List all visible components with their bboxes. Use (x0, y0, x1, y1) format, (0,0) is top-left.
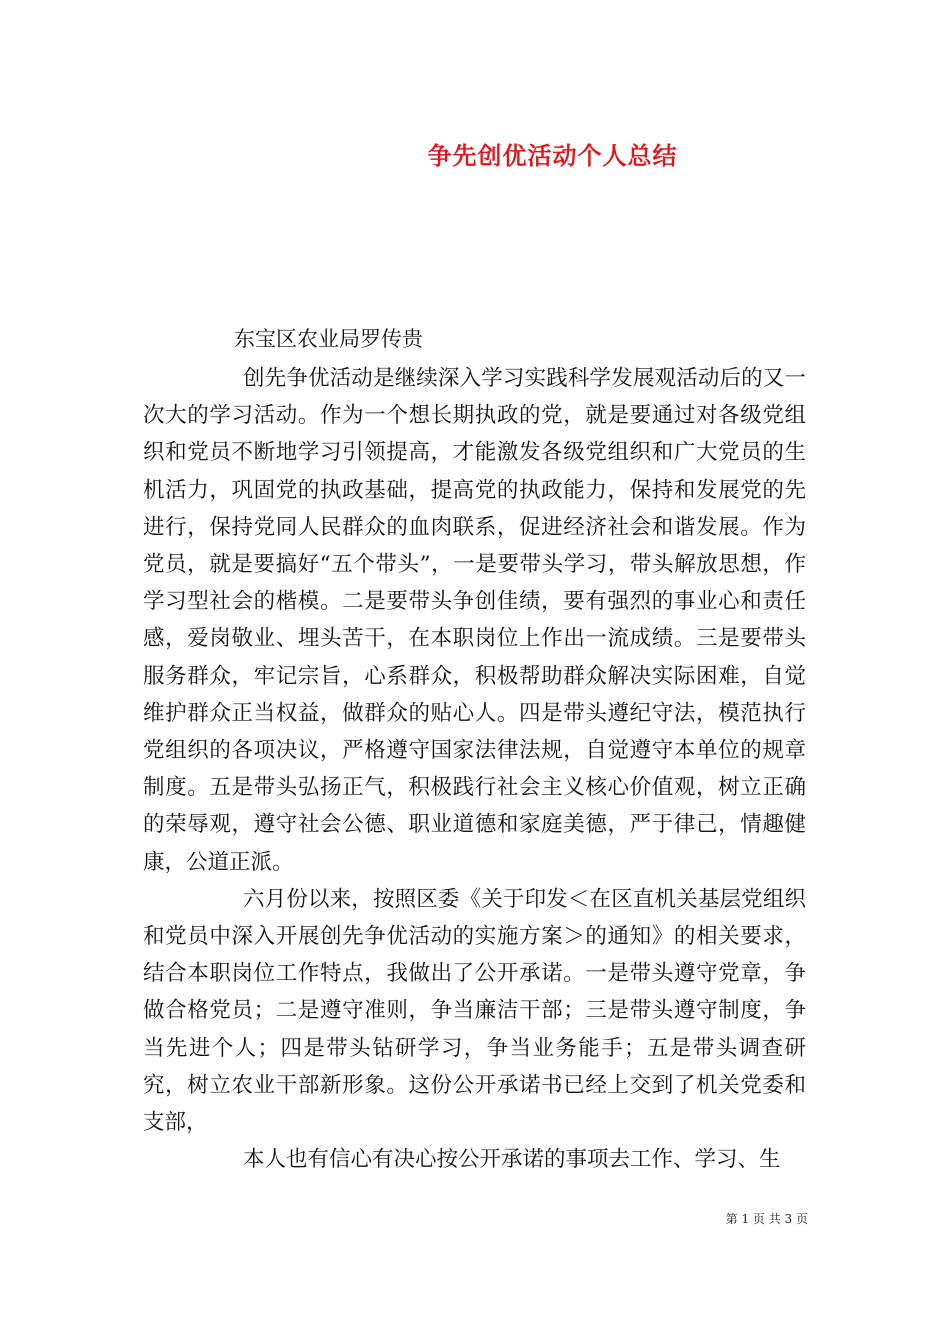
page-number-footer: 第 1 页 共 3 页 (725, 1212, 808, 1226)
document-body (143, 360, 806, 1178)
author-line: 东宝区农业局罗传贵 (234, 327, 423, 351)
body-paragraph-3: 本人也有信心有决心按公开承诺的事项去工作、学习、生 (243, 1147, 781, 1173)
body-paragraph-2: 六月份以来，按照区委《关于印发＜在区直机关基层党组织和党员中深入开展创先争优活动的实施方案＞的通知》的相关要求，结合本职岗位工作特点，我做出了公开承诺。一是带头遵守党章，争做合格党员；二是遵守准则，争当廉洁干部；三是带头遵守制度，争当先进个人；四是带头钻研学习，争当业务能手；五是带头调查研究，树立农业干部新形象。这份公开承诺书已经上交到了机关党委和支部， (143, 886, 806, 1136)
body-paragraph-1: 创先争优活动是继续深入学习实践科学发展观活动后的又一次大的学习活动。作为一个想长期执政的党，就是要通过对各级党组织和党员不断地学习引领提高，才能激发各级党组织和广大党员的生机活力，巩固党的执政基础，提高党的执政能力，保持和发展党的先进行，保持党同人民群众的血肉联系，促进经济社会和谐发展。作为党员，就是要搞好“五个带头”，一是要带头学习，带头解放思想，作学习型社会的楷模。二是要带头争创佳绩，要有强烈的事业心和责任感，爱岗敬业、埋头苦干，在本职岗位上作出一流成绩。三是要带头服务群众，牢记宗旨，心系群众，积极帮助群众解决实际困难，自觉维护群众正当权益，做群众的贴心人。四是带头遵纪守法，模范执行党组织的各项决议，严格遵守国家法律法规，自觉遵守本单位的规章制度。五是带头弘扬正气，积极践行社会主义核心价值观，树立正确的荣辱观，遵守社会公德、职业道德和家庭美德，严于律己，情趣健康，公道正派。 (143, 366, 806, 875)
document-title: 争先创优活动个人总结 (427, 141, 678, 170)
